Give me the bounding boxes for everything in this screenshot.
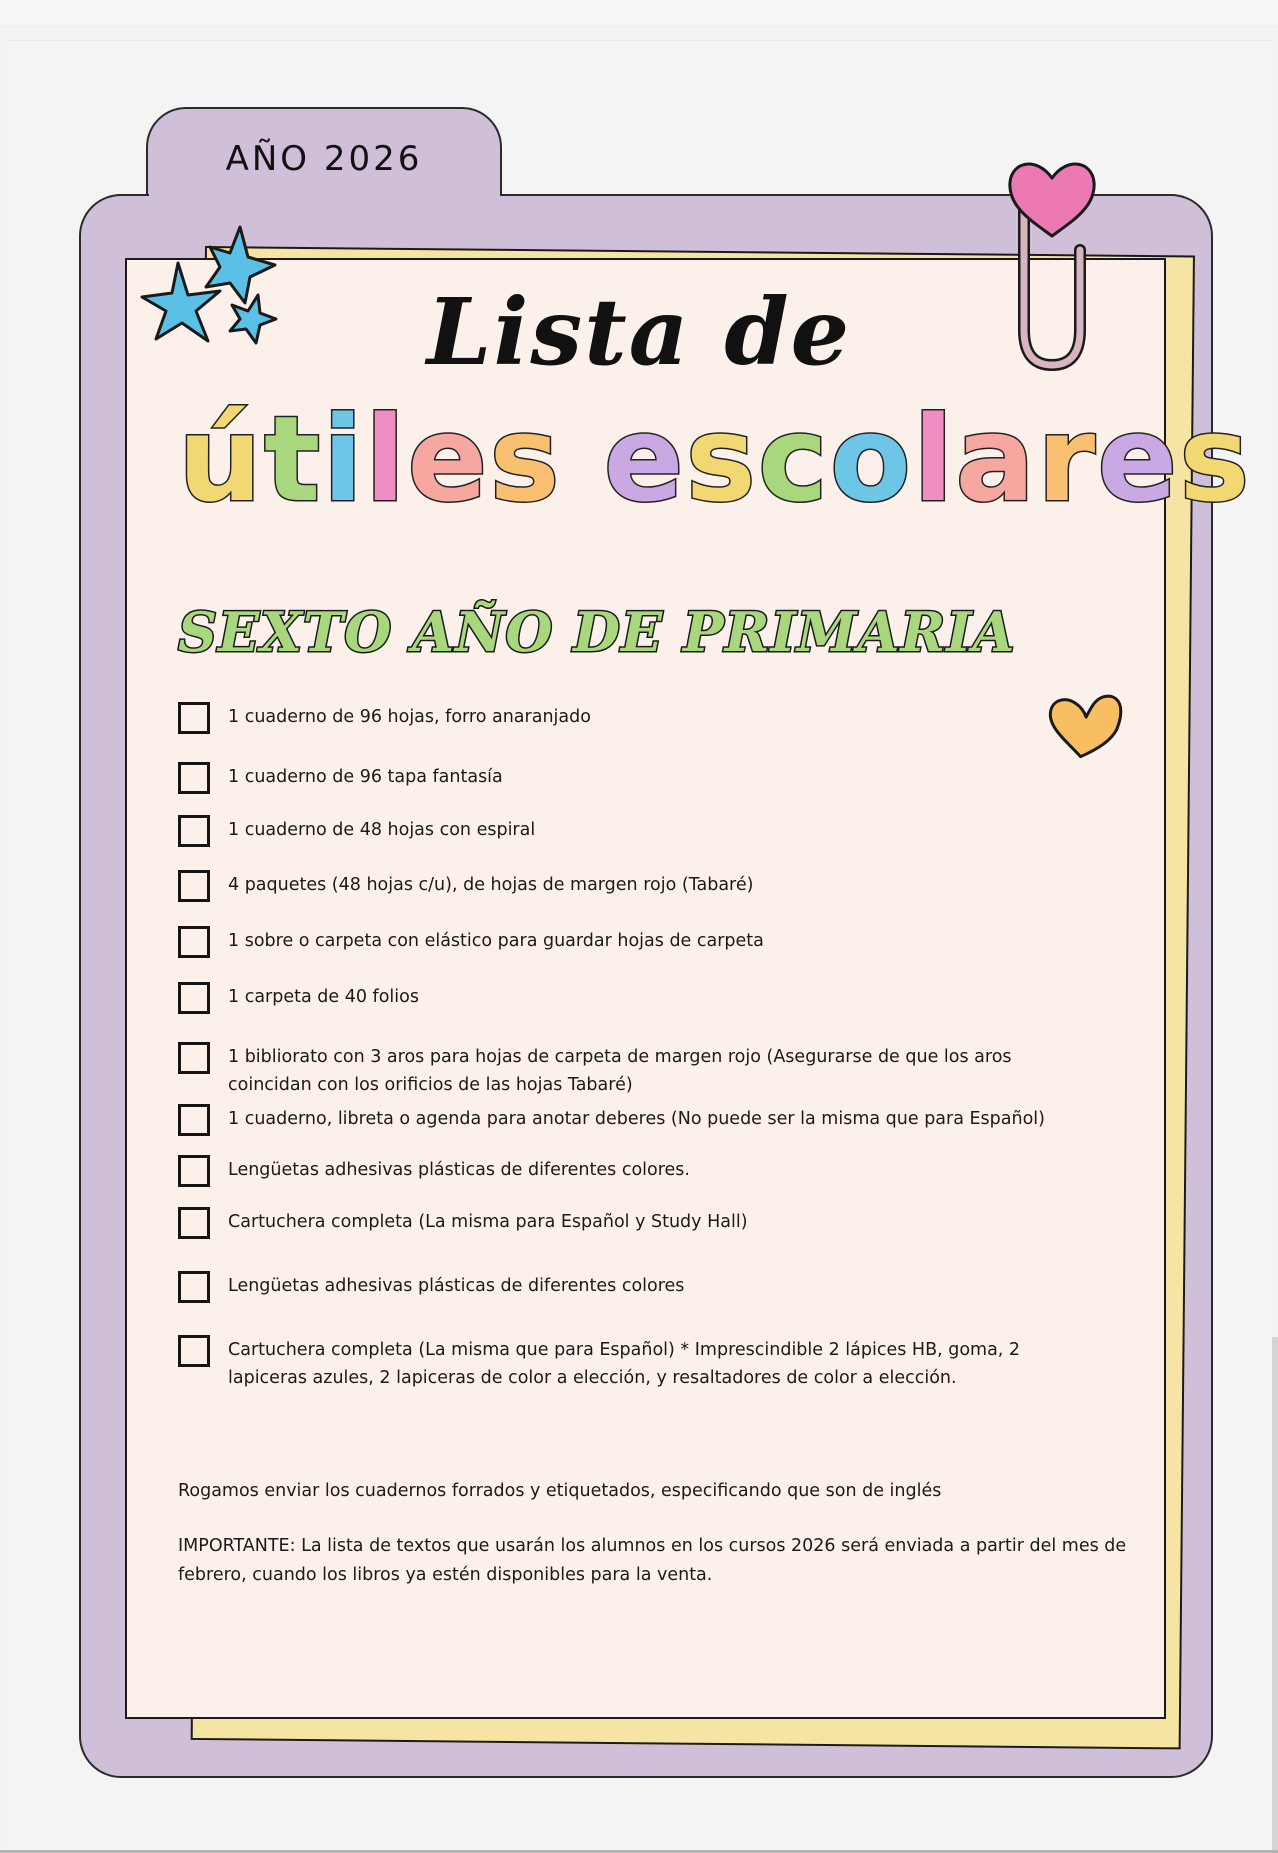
- title-letter: e: [407, 390, 490, 528]
- checkbox[interactable]: [178, 982, 210, 1014]
- checklist-item: [178, 702, 1098, 734]
- title-letter: r: [1037, 390, 1098, 528]
- checklist-item-text: 4 paquetes (48 hojas c/u), de hojas de margen rojo (Tabaré): [228, 875, 754, 895]
- checkbox[interactable]: [178, 1207, 210, 1239]
- title-letter: a: [955, 390, 1038, 528]
- checklist-item-text: 1 sobre o carpeta con elástico para guardar hojas de carpeta: [228, 931, 764, 951]
- checklist-item-text: 1 cuaderno, libreta o agenda para anotar deberes (No puede ser la misma que para Español): [228, 1109, 1045, 1129]
- checklist-item-text: Lengüetas adhesivas plásticas de diferentes colores.: [228, 1160, 690, 1180]
- title-letter: i: [322, 390, 365, 528]
- checklist-item: [178, 1335, 1098, 1392]
- checklist-item: [178, 1207, 1098, 1239]
- checkbox[interactable]: [178, 815, 210, 847]
- checkbox[interactable]: [178, 926, 210, 958]
- checklist-item-text: Lengüetas adhesivas plásticas de diferentes colores: [228, 1276, 685, 1296]
- top-band: [0, 0, 1278, 27]
- checkbox[interactable]: [178, 762, 210, 794]
- tab-joint: [149, 192, 500, 200]
- title-letter: s: [489, 390, 562, 528]
- checkbox[interactable]: [178, 702, 210, 734]
- checkbox[interactable]: [178, 1155, 210, 1187]
- checklist-item: [178, 1104, 1098, 1136]
- title-utiles-escolares: [178, 390, 1252, 528]
- checklist-item-text: Cartuchera completa (La misma para Español y Study Hall): [228, 1212, 748, 1232]
- checklist-item-text: 1 carpeta de 40 folios: [228, 987, 419, 1007]
- note-request: Rogamos enviar los cuadernos forrados y etiquetados, especificando que son de inglés: [178, 1481, 942, 1501]
- year-label: AÑO 2026: [225, 139, 423, 179]
- note-important: IMPORTANTE: La lista de textos que usarán los alumnos en los cursos 2026 será enviada a partir del mes de febrero, cuando los libros ya estén disponibles para la venta.: [178, 1536, 1127, 1585]
- title-lista-de: Lista de: [426, 278, 852, 386]
- grade-subtitle: SEXTO AÑO DE PRIMARIA: [178, 600, 1016, 664]
- checklist-item-text: 1 cuaderno de 96 tapa fantasía: [228, 767, 503, 787]
- checklist-item: [178, 1271, 1098, 1303]
- checklist-item-text: 1 cuaderno de 48 hojas con espiral: [228, 820, 536, 840]
- checkbox[interactable]: [178, 1271, 210, 1303]
- checkbox[interactable]: [178, 1104, 210, 1136]
- title-letter: s: [1179, 390, 1252, 528]
- title-letter: t: [264, 390, 323, 528]
- scrollbar[interactable]: [1272, 1337, 1278, 1850]
- checkbox[interactable]: [178, 870, 210, 902]
- checklist-item: [178, 870, 1098, 902]
- checkbox[interactable]: [178, 1335, 210, 1367]
- checklist-item-text: 1 cuaderno de 96 hojas, forro anaranjado: [228, 707, 591, 727]
- checklist-item-text: 1 biblioratо con 3 aros para hojas de carpeta de margen rojo (Asegurarse de que los aros coincidan con los orificios de las hojas Tabaré): [228, 1047, 1012, 1095]
- checkbox[interactable]: [178, 1042, 210, 1074]
- checklist-item: [178, 1042, 1098, 1099]
- checklist-item: [178, 815, 1098, 847]
- title-letter: o: [829, 390, 913, 528]
- checklist-item: [178, 1155, 1098, 1187]
- title-letter: e: [603, 390, 686, 528]
- checklist-item: [178, 982, 1098, 1014]
- checklist-item: [178, 926, 1098, 958]
- title-letter: ú: [178, 390, 265, 528]
- checklist-item: [178, 762, 1098, 794]
- title-letter: c: [757, 390, 830, 528]
- title-letter: l: [364, 390, 408, 528]
- title-letter: e: [1097, 390, 1180, 528]
- title-letter: s: [685, 390, 758, 528]
- checklist-item-text: Cartuchera completa (La misma que para Español) * Imprescindible 2 lápices HB, goma, 2 lapiceras azules, 2 lapiceras de color a elección, y resaltadores de color a elección.: [228, 1340, 1021, 1388]
- title-letter: l: [912, 390, 956, 528]
